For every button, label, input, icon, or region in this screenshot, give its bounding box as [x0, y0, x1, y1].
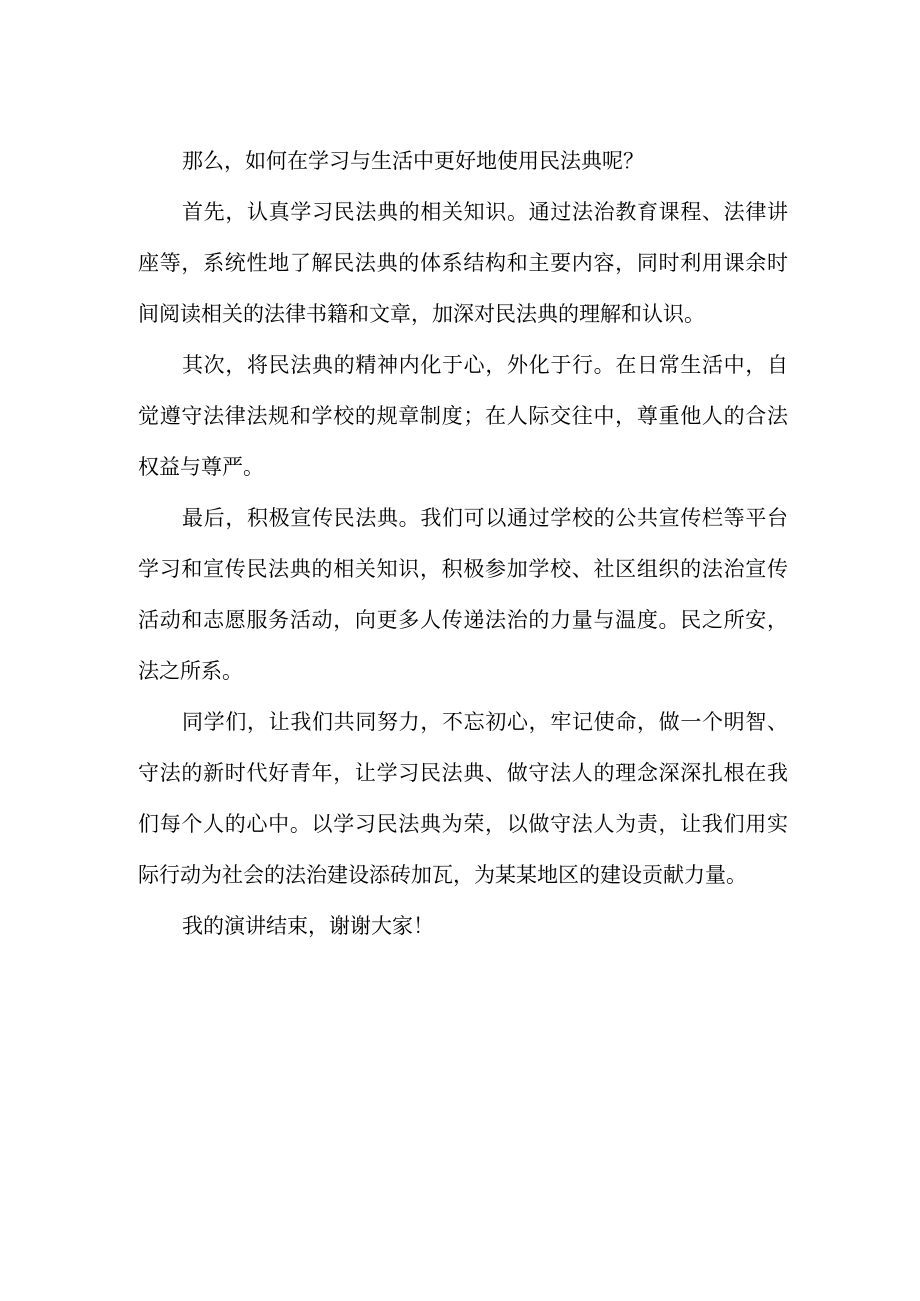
paragraph-intro-question: 那么，如何在学习与生活中更好地使用民法典呢？: [182, 149, 644, 173]
paragraph-last: 最后，积极宣传民法典。我们可以通过学校的公共宣传栏等平台学习和宣传民法典的相关知识，积极参加学校、社区组织的法治宣传活动和志愿服务活动，向更多人传递法治的力量与温度。民之所安，法之所系。: [138, 506, 788, 683]
document-body: [138, 136, 788, 952]
paragraph-second: 其次，将民法典的精神内化于心，外化于行。在日常生活中，自觉遵守法律法规和学校的规章制度；在人际交往中，尊重他人的合法权益与尊严。: [138, 353, 788, 479]
paragraph-closing: 我的演讲结束，谢谢大家！: [182, 914, 434, 938]
paragraph-first: 首先，认真学习民法典的相关知识。通过法治教育课程、法律讲座等，系统性地了解民法典的体系结构和主要内容，同时利用课余时间阅读相关的法律书籍和文章，加深对民法典的理解和认识。: [138, 200, 788, 326]
paragraph-call-to-action: 同学们，让我们共同努力，不忘初心，牢记使命，做一个明智、守法的新时代好青年，让学习民法典、做守法人的理念深深扎根在我们每个人的心中。以学习民法典为荣，以做守法人为责，让我们用实际行动为社会的法治建设添砖加瓦，为某某地区的建设贡献力量。: [138, 710, 788, 887]
